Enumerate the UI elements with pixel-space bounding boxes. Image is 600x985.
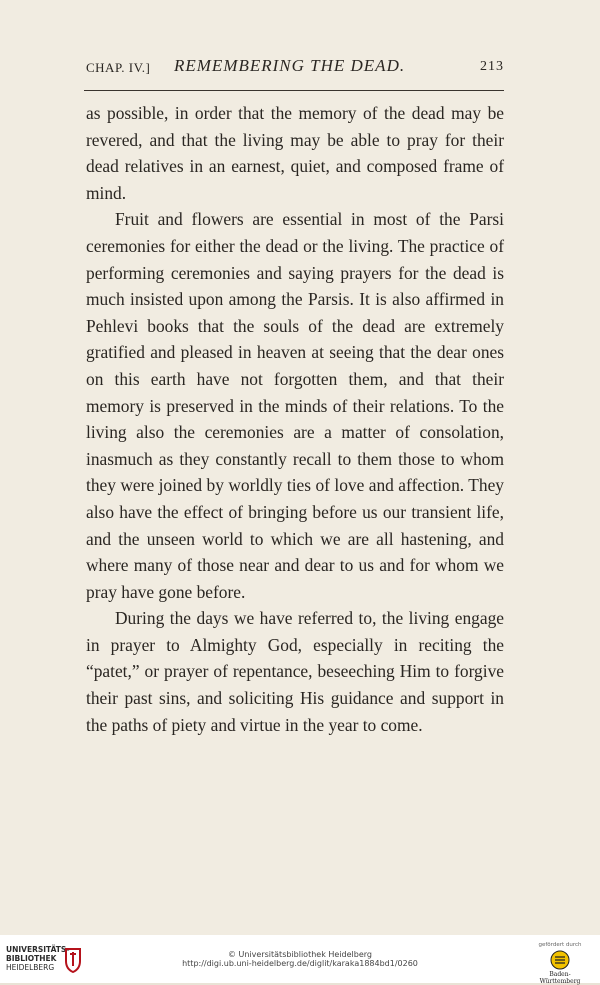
chapter-label: CHAP. IV.] bbox=[86, 60, 151, 75]
state-crest-icon bbox=[550, 950, 570, 970]
funder-logo[interactable] bbox=[530, 942, 590, 985]
paragraph-continued: as possible, in order that the memory of the dead may be revered, and that the living may be able to pray for their dead relatives in an earnest, quiet, and composed frame of mind. bbox=[86, 103, 504, 203]
page-number: 213 bbox=[480, 59, 504, 74]
copyright-notice bbox=[0, 950, 600, 968]
funder-name: Baden-Württemberg bbox=[539, 971, 581, 985]
source-url-link[interactable]: http://digi.ub.uni-heidelberg.de/diglit/karaka1884bd1/0260 bbox=[182, 959, 418, 968]
running-header bbox=[86, 56, 504, 80]
university-library-logo[interactable]: UNIVERSITÄTS- BIBLIOTHEK HEIDELBERG bbox=[6, 945, 84, 979]
funded-by-label: gefördert durch bbox=[538, 942, 582, 948]
body-text bbox=[86, 100, 504, 738]
paragraph-prayer: During the days we have referred to, the living engage in prayer to Almighty God, especially in reciting the “patet,” or prayer of repentance, beseeching Him to forgive their past sins, and soliciting His guidance and support in the paths of piety and virtue in the year to come. bbox=[86, 608, 504, 735]
running-title: REMEMBERING THE DEAD. bbox=[174, 56, 406, 75]
digitization-footer bbox=[0, 935, 600, 983]
paragraph-fruit-flowers: Fruit and flowers are essential in most of the Parsi ceremonies for either the dead or the living. The practice of performing ceremonies and saying prayers for the dead is much insisted upon among the Parsis. It is also affirmed in Pehlevi books that the souls of the dead are extremely gratified and pleased in heaven at seeing that the dear ones on this earth have not forgotten them, and that their memory is preserved in the minds of their relations. To the living also the ceremonies are a matter of consolation, inasmuch as they constantly recall to them those to whom they were joined by worldly ties of love and affection. They also have the effect of bringing before us our transient life, and the unseen world to which we are all hastening, and where many of those near and dear to us and for whom we pray have gone before. bbox=[86, 209, 504, 602]
copyright-text: © Universitätsbibliothek Heidelberg bbox=[227, 950, 372, 959]
header-rule bbox=[84, 90, 504, 91]
